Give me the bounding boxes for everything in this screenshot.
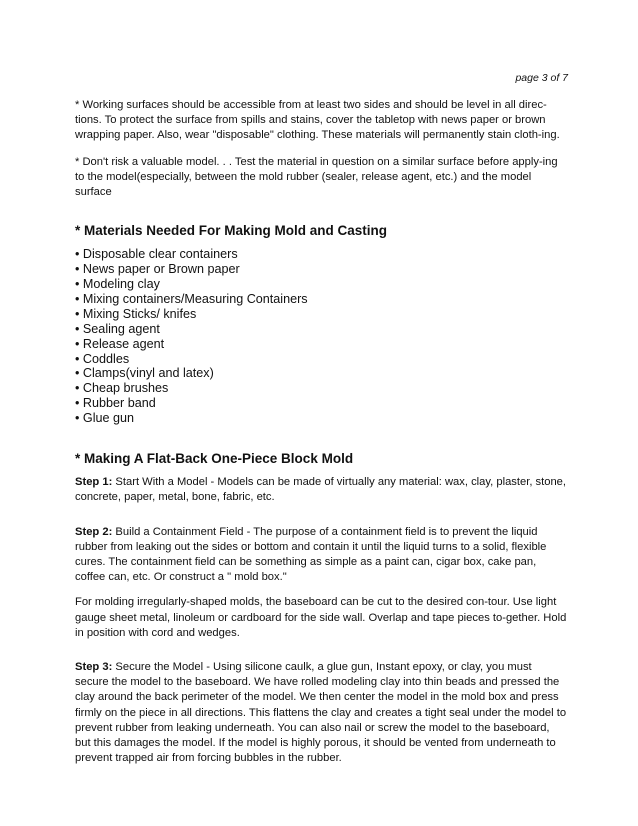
intro-dont-risk: * Don't risk a valuable model. . . Test the material in question on a similar surface before apply-ing to the model(especially, between the mold rubber (sealer, release agent, etc.) and the model surface (75, 155, 558, 199)
step-3-text: Secure the Model - Using silicone caulk, a glue gun, Instant epoxy, or clay, you must secure the model to the baseboard. We have rolled modeling clay into thin beads and pressed the clay around the back perimeter of the model. We then center the model in the mold box and press firmly on the piece in all directions. This flattens the clay and creates a tight seal under the model to prevent rubber from leaking underneath. You can also nail or screw the model to the baseboard, but this damages the model. If the model is highly porous, it should be vented from underneath to prevent trapped air from forcing bubbles in the rubber. (75, 660, 567, 765)
list-item: • Cheap brushes (75, 381, 169, 396)
list-item: • Modeling clay (75, 277, 160, 292)
step-1-label: Step 1: (75, 476, 113, 489)
step-1-text: Start With a Model - Models can be made of virtually any material: wax, clay, plaster, stone, concrete, paper, metal, bone, fabric, etc. (75, 476, 567, 504)
list-item: • News paper or Brown paper (75, 262, 240, 277)
materials-list (75, 247, 567, 426)
list-item: • Mixing containers/Measuring Containers (75, 291, 308, 306)
page-number: page 3 of 7 (515, 72, 568, 84)
list-item: • Sealing agent (75, 321, 160, 336)
intro-working-surfaces: * Working surfaces should be accessible from at least two sides and should be level in all direc-tions. To protect the surface from spills and stains, cover the tabletop with news paper or brown wrapping paper. Also, wear "disposable" clothing. These materials will permanently stain cloth-ing. (75, 99, 560, 142)
step-2-label: Step 2: (75, 525, 113, 538)
list-item: • Glue gun (75, 411, 135, 426)
step-3-paragraph (75, 660, 567, 766)
list-item: • Mixing Sticks/ knifes (75, 306, 197, 321)
page-content (75, 98, 567, 766)
list-item: • Disposable clear containers (75, 247, 238, 262)
list-item: • Rubber band (75, 396, 156, 411)
list-item: • Coddles (75, 351, 130, 366)
making-mold-heading: * Making A Flat-Back One-Piece Block Mold (75, 451, 354, 467)
step-1-paragraph (75, 475, 567, 505)
materials-heading: * Materials Needed For Making Mold and Casting (75, 223, 388, 239)
step-2-text: Build a Containment Field - The purpose of a containment field is to prevent the liquid rubber from leaking out the sides or bottom and contain it until the liquid turns to a solid, flexible cures. The containment field can be something as simple as a paint can, cigar box, cake pan, coffee can, etc. Or construct a " mold box." (75, 525, 547, 584)
step-3-label: Step 3: (75, 660, 113, 673)
list-item: • Release agent (75, 336, 165, 351)
list-item: • Clamps(vinyl and latex) (75, 366, 214, 381)
step-2-extra-paragraph: For molding irregularly-shaped molds, the baseboard can be cut to the desired con-tour. Use light gauge sheet metal, linoleum or cardboard for the side wall. Overlap and tape pieces to-gether. Hold in position with cord and wedges. (75, 596, 567, 639)
step-2-paragraph (75, 525, 567, 586)
